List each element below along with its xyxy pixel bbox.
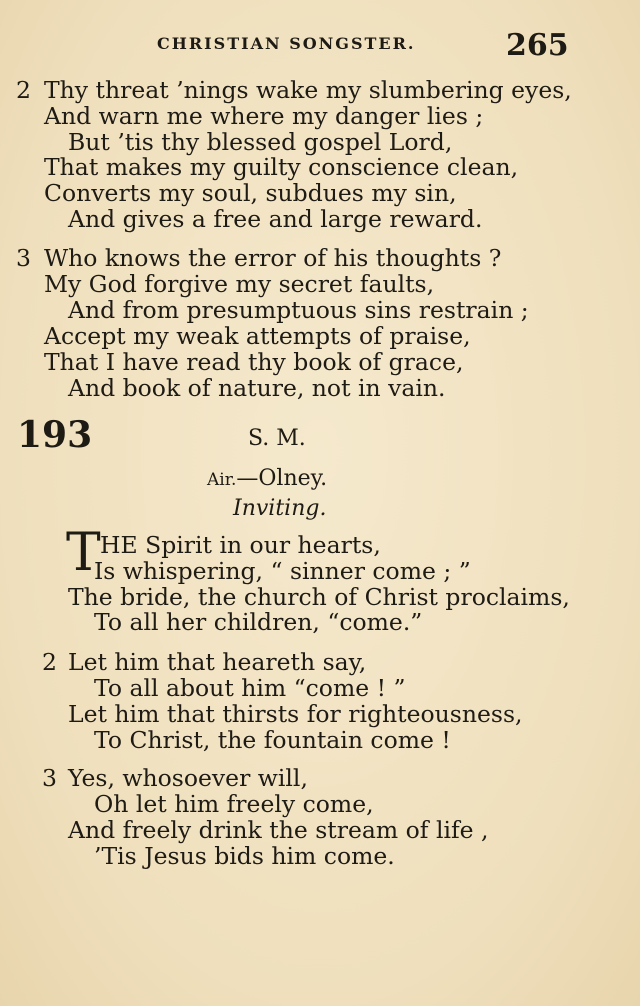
verse-line: Is whispering, “ sinner come ; ” — [94, 557, 471, 585]
air-label: Air. — [207, 470, 237, 490]
verse-line: And gives a free and large reward. — [68, 205, 483, 233]
verse-line: HE Spirit in our hearts, — [100, 531, 381, 559]
verse-number: 3 — [42, 764, 57, 792]
verse-line: And from presumptuous sins restrain ; — [68, 296, 529, 324]
hymn-tune — [207, 466, 327, 491]
verse-line: ’Tis Jesus bids him come. — [94, 842, 395, 870]
verse-line: And book of nature, not in vain. — [68, 374, 446, 402]
verse-line: Yes, whosoever will, — [68, 764, 308, 792]
verse-line: Thy threat ’nings wake my slumbering eyes, — [44, 76, 572, 104]
hymn-meter: S. M. — [248, 426, 306, 451]
verse-line: Oh let him freely come, — [94, 790, 374, 818]
verse-line: Converts my soul, subdues my sin, — [44, 179, 457, 207]
verse-line: To all about him “come ! ” — [94, 674, 406, 702]
verse-line: To all her children, “come.” — [94, 608, 423, 636]
verse-line: The bride, the church of Christ proclaims, — [68, 583, 570, 611]
verse-line: Who knows the error of his thoughts ? — [44, 244, 502, 272]
verse-line: Let him that heareth say, — [68, 648, 367, 676]
verse-line: That makes my guilty conscience clean, — [44, 153, 519, 181]
verse-line: My God forgive my secret faults, — [44, 270, 435, 298]
verse-line: And freely drink the stream of life , — [68, 816, 489, 844]
hymn-theme: Inviting. — [233, 496, 327, 521]
verse-line: And warn me where my danger lies ; — [44, 102, 484, 130]
verse-line: Let him that thirsts for righteousness, — [68, 700, 523, 728]
verse-number: 3 — [16, 244, 31, 272]
running-header: CHRISTIAN SONGSTER. — [157, 34, 416, 53]
verse-line: To Christ, the fountain come ! — [94, 726, 451, 754]
page-number: 265 — [506, 28, 569, 63]
drop-cap: T — [66, 523, 101, 583]
verse-number: 2 — [16, 76, 31, 104]
verse-line: Accept my weak attempts of praise, — [44, 322, 471, 350]
hymn-number: 193 — [17, 414, 93, 456]
verse-number: 2 — [42, 648, 57, 676]
tune-name: —Olney. — [236, 466, 328, 491]
verse-line: But ’tis thy blessed gospel Lord, — [68, 128, 453, 156]
verse-line: That I have read thy book of grace, — [44, 348, 464, 376]
